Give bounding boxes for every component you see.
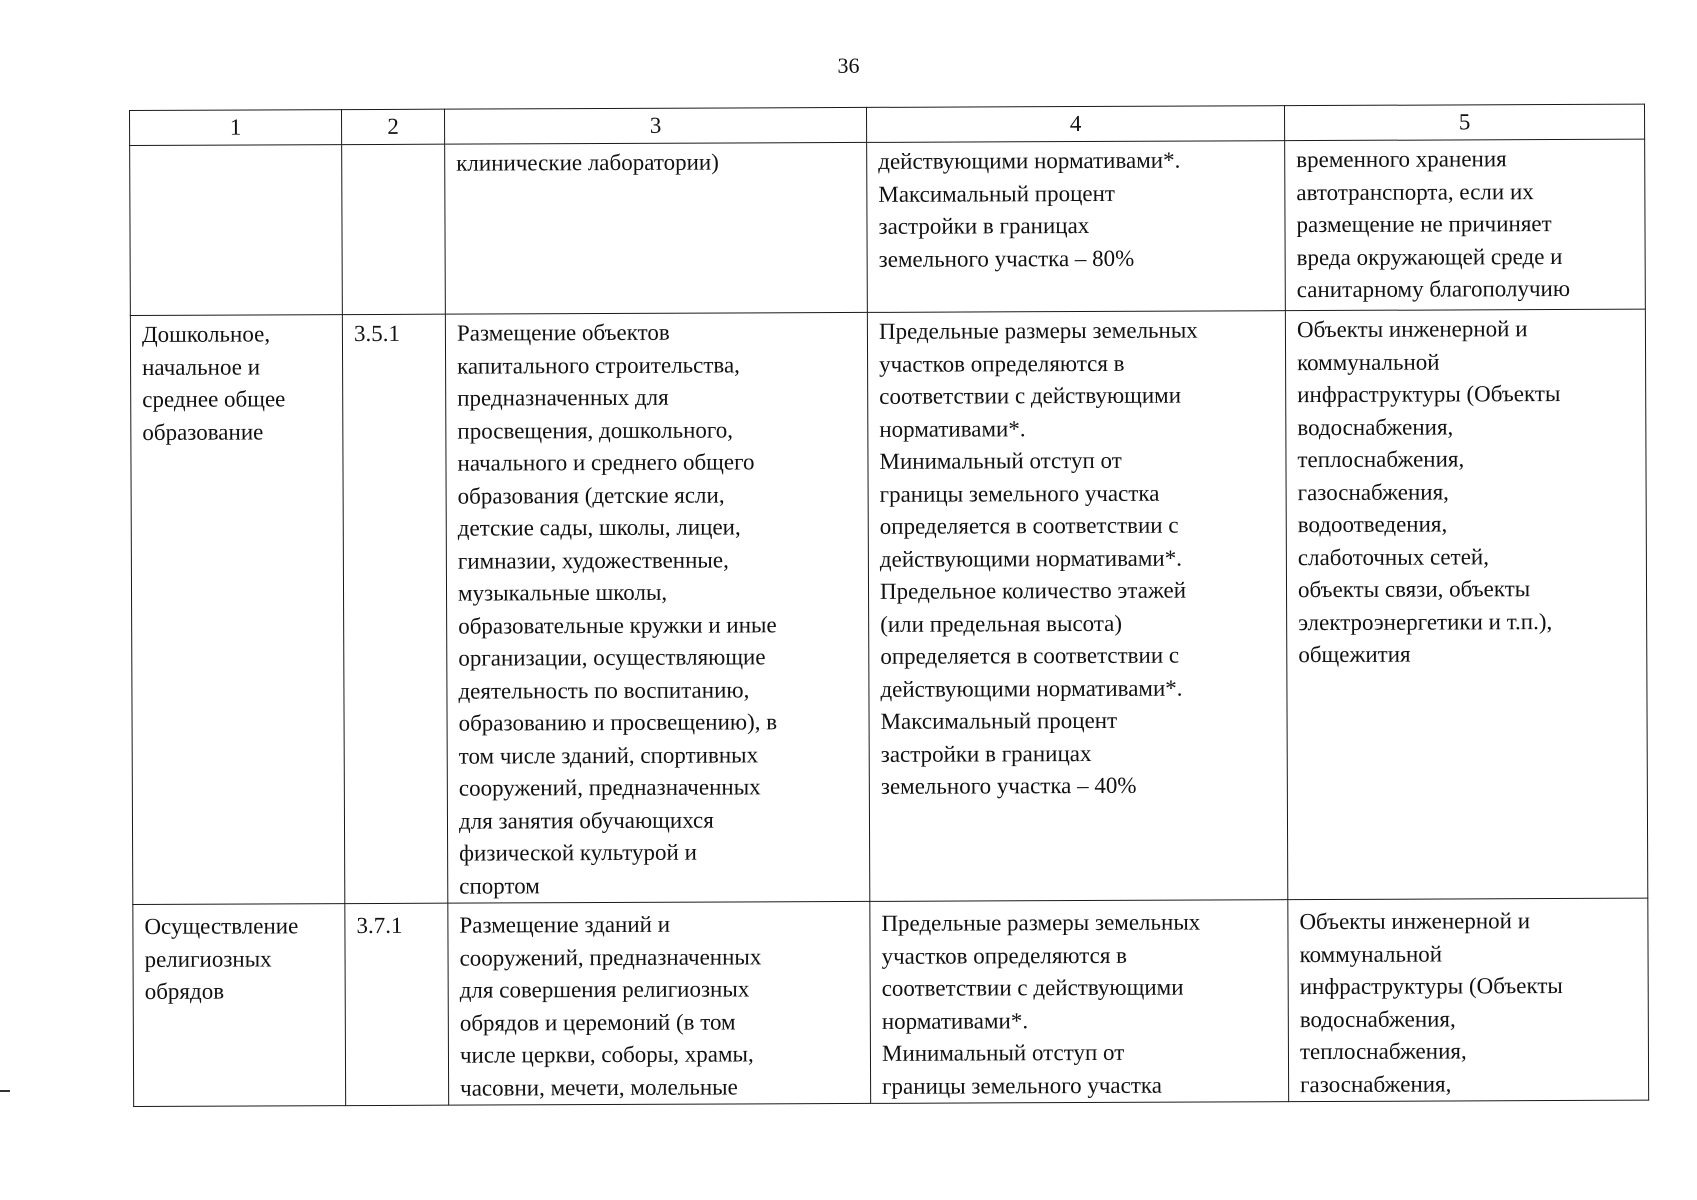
column-header-3: 3 <box>444 107 866 144</box>
cell-description: Размещение объектов капитального строительства, предназначенных для просвещения, дошкольного, начального и среднего общего образования (детские ясли, детские сады, школы, лицеи, гимназии, художественные, музыкальные школы, образовательные кружки и иные организации, осуществляющие деятельность по воспитанию, образованию и просвещению), в том числе зданий, спортивных сооружений, предназначенных для занятия обучающихся физической культурой и спортом <box>445 312 869 903</box>
table-row-religious <box>133 898 1649 1106</box>
cell-code: 3.5.1 <box>342 314 447 903</box>
column-header-5: 5 <box>1284 104 1644 141</box>
cell-use-name: Осуществление религиозных обрядов <box>133 904 346 1107</box>
land-use-table-wrapper <box>129 104 1648 1100</box>
cell-auxiliary-uses: Объекты инженерной и коммунальной инфраструктуры (Объекты водоснабжения, теплоснабжения, газоснабжения, <box>1288 898 1649 1102</box>
cell-parameters: Предельные размеры земельных участков определяются в соответствии с действующими нормативами*. Минимальный отступ от границы земельного участка определяется в соответствии с действующими нормативами*. Предельное количество этажей (или предельная высота) определяется в соответствии с действующими нормативами*. Максимальный процент застройки в границах земельного участка – 40% <box>867 311 1287 902</box>
table-row-education <box>130 309 1647 904</box>
column-header-1: 1 <box>130 110 342 146</box>
cell-code <box>342 144 446 314</box>
cell-auxiliary-uses: временного хранения автотранспорта, если их размещение не причиняет вреда окружающей среде и санитарному благополучию <box>1285 139 1646 311</box>
cell-description: клинические лаборатории) <box>445 142 868 314</box>
page-number: 36 <box>837 53 860 78</box>
cell-description: Размещение зданий и сооружений, предназначенных для совершения религиозных обрядов и церемоний (в том числе церкви, соборы, храмы, часовни, мечети, молельные <box>448 901 871 1105</box>
cell-parameters: действующими нормативами*. Максимальный процент застройки в границах земельного участка – 80% <box>867 141 1286 313</box>
column-header-2: 2 <box>342 109 445 144</box>
table-row-continuation <box>130 139 1646 315</box>
cell-auxiliary-uses: Объекты инженерной и коммунальной инфраструктуры (Объекты водоснабжения, теплоснабжения, газоснабжения, водоотведения, слаботочных сетей, объекты связи, объекты электроэнергетики и т.п.), общежития <box>1285 309 1647 900</box>
cell-parameters: Предельные размеры земельных участков определяются в соответствии с действующими нормативами*. Минимальный отступ от границы земельного участка <box>870 900 1289 1104</box>
land-use-table <box>129 104 1649 1107</box>
cell-use-name <box>130 145 343 316</box>
margin-mark <box>0 1090 10 1092</box>
cell-code: 3.7.1 <box>345 903 449 1105</box>
cell-use-name: Дошкольное, начальное и среднее общее образование <box>130 315 344 905</box>
column-header-4: 4 <box>866 106 1284 143</box>
